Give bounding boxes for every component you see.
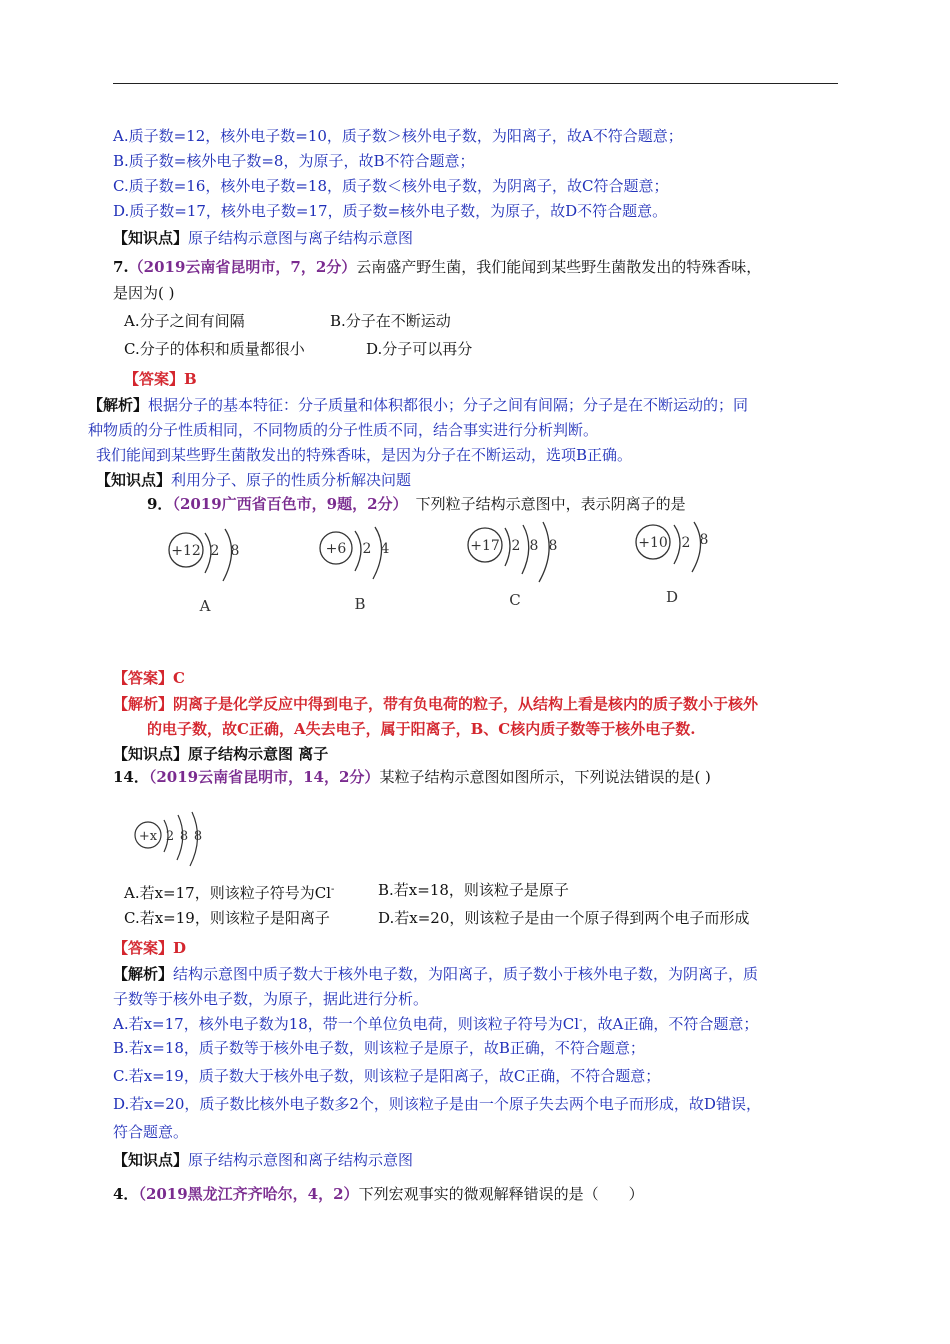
q7-option-c: C.分子的体积和质量都很小 <box>124 340 305 358</box>
q9-analysis-line2: 的电子数，故C正确，A失去电子，属于阳离子，B、C核内质子数等于核外电子数. <box>147 720 696 738</box>
q14-analysis-label: 【解析】 <box>113 965 174 983</box>
q4-source: （2019黑龙江齐齐哈尔，4，2） <box>138 1185 359 1203</box>
q7-analysis <box>88 394 748 416</box>
q14-shell-3: 8 <box>193 829 203 844</box>
analysis-line-c: C.质子数=16，核外电子数=18，质子数＜核外电子数，为阴离子，故C符合题意； <box>113 177 669 195</box>
q7-number: 7. <box>113 258 129 276</box>
q4-stem-text: 下列宏观事实的微观解释错误的是（ ） <box>358 1185 644 1203</box>
q14-analysis-c: C.若x=19，质子数大于核外电子数，则该粒子是阳离子，故C正确，不符合题意； <box>113 1067 661 1085</box>
q7-option-d: D.分子可以再分 <box>366 340 473 358</box>
q7-analysis-line2: 种物质的分子性质相同，不同物质的分子性质不同，结合事实进行分析判断。 <box>88 421 599 439</box>
q14-shell-2: 8 <box>179 829 189 844</box>
q7-option-b: B.分子在不断运动 <box>330 312 451 330</box>
q9-b-label: B <box>354 595 366 613</box>
q14-stem-text: 某粒子结构示意图如图所示，下列说法错误的是( ) <box>379 768 711 786</box>
q14-analysis-d: D.若x=20，质子数比核外电子数多2个，则该粒子是由一个原子失去两个电子而形成，故D错误， <box>113 1095 761 1113</box>
q14-stem <box>113 766 711 788</box>
q9-b-nucleus: +6 <box>325 541 347 557</box>
q9-b-shell-2: 4 <box>380 541 390 557</box>
q9-diagram-c <box>465 520 565 620</box>
q9-c-nucleus: +17 <box>470 538 500 554</box>
analysis-line-d: D.质子数=17，核外电子数=17，质子数=核外电子数，为原子，故D不符合题意。 <box>113 202 668 220</box>
q14-option-a <box>124 879 334 904</box>
q9-c-label: C <box>509 591 521 609</box>
q9-diagram-d <box>632 520 722 620</box>
q9-kp-text: 原子结构示意图 离子 <box>188 745 329 763</box>
q7-stem <box>113 256 761 278</box>
q9-kp-label: 【知识点】 <box>113 745 189 763</box>
q7-option-a: A.分子之间有间隔 <box>124 312 245 330</box>
analysis-line-a: A.质子数=12，核外电子数=10，质子数＞核外电子数，为阳离子，故A不符合题意； <box>113 127 683 145</box>
q4-stem <box>113 1183 644 1205</box>
q9-c-shell-1: 2 <box>511 538 521 554</box>
knowledge-point-text: 原子结构示意图与离子结构示意图 <box>188 229 414 247</box>
q14-option-a-charge: - <box>331 884 335 895</box>
q14-option-a-text: A.若x=17，则该粒子符号为Cl <box>124 884 331 902</box>
q7-kp-text: 利用分子、原子的性质分析解决问题 <box>171 471 412 489</box>
q9-a-label: A <box>199 597 211 615</box>
q7-analysis-line3: 我们能闻到某些野生菌散发出的特殊香味，是因为分子在不断运动，选项B正确。 <box>96 446 633 464</box>
q9-c-shell-2: 8 <box>529 538 539 554</box>
q14-answer: 【答案】D <box>113 939 187 957</box>
q14-analysis-a-tail: ，故A正确，不符合题意； <box>582 1015 759 1033</box>
q9-a-shell-1: 2 <box>210 543 220 559</box>
q9-analysis-text: 阴离子是化学反应中得到电子，带有负电荷的粒子，从结构上看是核内的质子数小于核外 <box>173 695 759 713</box>
q9-answer: 【答案】C <box>113 669 185 687</box>
q14-diagram <box>132 810 212 870</box>
q14-source: （2019云南省昆明市，14，2分） <box>148 768 380 786</box>
q9-d-shell-1: 2 <box>681 535 691 551</box>
q14-analysis-a <box>113 1010 758 1035</box>
q9-number: 9． <box>147 495 173 513</box>
q14-kp-label: 【知识点】 <box>113 1151 189 1169</box>
q14-analysis-b: B.若x=18，质子数等于核外电子数，则该粒子是原子，故B正确，不符合题意； <box>113 1039 645 1057</box>
q14-analysis-a-charge: - <box>579 1015 583 1026</box>
q14-nucleus: +x <box>138 829 158 844</box>
q9-a-nucleus: +12 <box>171 543 201 559</box>
q9-stem <box>147 493 686 515</box>
q7-knowledge-point <box>96 469 411 491</box>
q14-analysis-line2: 子数等于核外电子数，为原子，据此进行分析。 <box>113 990 429 1008</box>
q9-d-shell-2: 8 <box>699 532 709 548</box>
q7-stem-line2: 是因为( ) <box>113 284 175 302</box>
q9-b-shell-1: 2 <box>362 541 372 557</box>
header-rule <box>113 83 838 84</box>
q14-option-d: D.若x=20，则该粒子是由一个原子得到两个电子而形成 <box>378 909 750 927</box>
knowledge-point-label: 【知识点】 <box>113 229 189 247</box>
q9-stem-text: 下列粒子结构示意图中，表示阴离子的是 <box>415 495 686 513</box>
q9-d-nucleus: +10 <box>638 535 668 551</box>
q14-shell-1: 2 <box>165 829 175 844</box>
q14-number: 14． <box>113 768 149 786</box>
q7-answer: 【答案】B <box>124 370 197 388</box>
q7-analysis-label: 【解析】 <box>88 396 149 414</box>
q9-source: （2019广西省百色市，9题，2分） <box>172 495 408 513</box>
q4-number: 4． <box>113 1185 139 1203</box>
q9-diagram-b <box>315 525 405 625</box>
q14-analysis <box>113 963 758 985</box>
q9-diagram-a <box>165 525 255 625</box>
q14-analysis-a-text: A.若x=17，核外电子数为18，带一个单位负电荷，则该粒子符号为Cl <box>113 1015 580 1033</box>
q9-a-shell-2: 8 <box>230 543 240 559</box>
q14-analysis-d-line2: 符合题意。 <box>113 1123 189 1141</box>
q9-d-label: D <box>665 588 679 606</box>
q7-source: （2019云南省昆明市，7，2分） <box>128 258 357 276</box>
q9-analysis-label: 【解析】 <box>113 695 174 713</box>
knowledge-point <box>113 227 413 249</box>
q14-option-c: C.若x=19，则该粒子是阳离子 <box>124 909 330 927</box>
q9-analysis <box>113 693 758 715</box>
q7-stem-text: 云南盛产野生菌，我们能闻到某些野生菌散发出的特殊香味， <box>356 258 762 276</box>
q9-knowledge-point <box>113 743 328 765</box>
q9-c-shell-3: 8 <box>548 538 558 554</box>
q7-kp-label: 【知识点】 <box>96 471 172 489</box>
q14-option-b: B.若x=18，则该粒子是原子 <box>378 881 569 899</box>
q14-analysis-text: 结构示意图中质子数大于核外电子数，为阳离子，质子数小于核外电子数，为阴离子，质 <box>173 965 759 983</box>
q7-analysis-text: 根据分子的基本特征：分子质量和体积都很小；分子之间有间隔；分子是在不断运动的；同 <box>148 396 749 414</box>
q14-knowledge-point <box>113 1149 413 1171</box>
q14-kp-text: 原子结构示意图和离子结构示意图 <box>188 1151 414 1169</box>
analysis-line-b: B.质子数=核外电子数=8，为原子，故B不符合题意； <box>113 152 475 170</box>
